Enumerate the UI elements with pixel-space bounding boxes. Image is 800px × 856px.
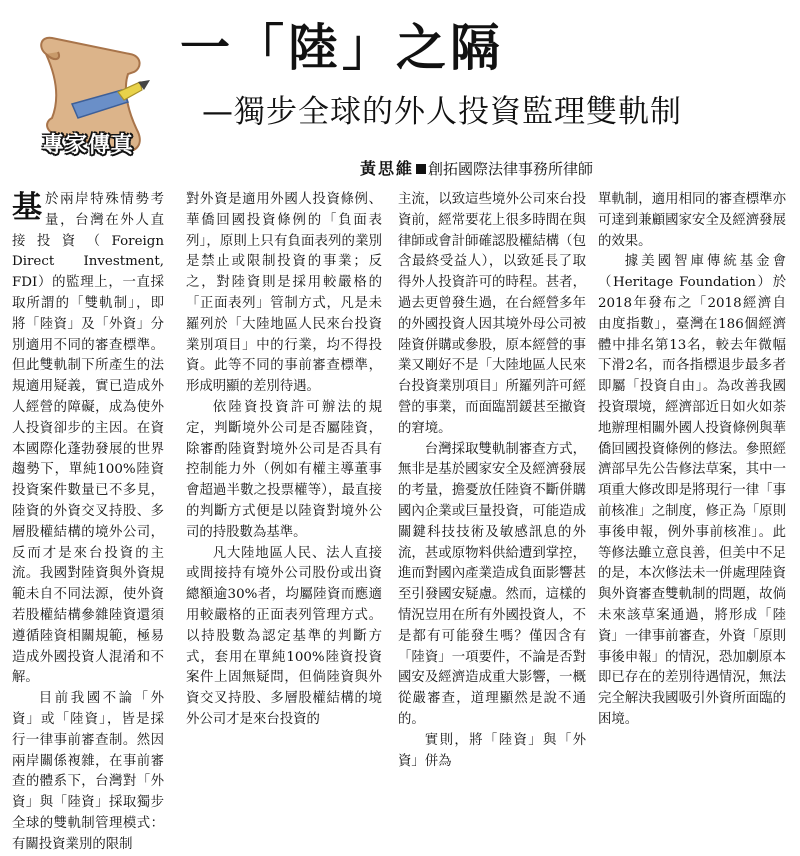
paragraph: 單軌制，適用相同的審查標準亦可達到兼顧國家安全及經濟發展的效果。 [598,192,786,249]
paragraph: 目前我國不論「外資」或「陸資」，皆是採行一律事前審查制。然因兩岸關係複雜，在事前審查的體系下，台灣對「外資」與「陸資」採取獨步全球的雙軌制管理模式：有關投資業別的限制 [12,691,164,852]
byline [360,156,593,179]
article-column-1 [12,190,164,852]
paragraph: 凡大陸地區人民、法人直接或間接持有境外公司股份或出資總額逾30%者，均屬陸資而應適用較嚴格的正面表列管理方式。以持股數為認定基準的判斷方式，套用在單純100%陸資投資案件上固無疑問，但倘陸資與外資交叉持股、多層股權結構的境外公司才是來台投資的 [186,545,382,727]
article-column-2 [186,190,382,727]
paragraph: 據美國智庫傳統基金會（Heritage Foundation）於2018年發布之「2018經濟自由度指數」，臺灣在186個經濟體中排名第13名，較去年微幅下滑2名，而各指標退步最多者即屬「投資自由」。為改善我國投資環境，經濟部近日如火如荼地辦理相關外國人投資條例與華僑回國投資條例的修法。參照經濟部早先公告修法草案，其中一項重大修改即是將現行一律「事前核准」之制度，修正為「原則事後申報，例外事前核准」。此等修法雖立意良善，但美中不足的是，本次修法未一併處理陸資與外資審查雙軌制的問題，故倘未來該草案通過，將形成「陸資」一律事前審查，外資「原則事後申報」的情況，恐加劇原本即已存在的差別待遇情況，無法完全解決我國吸引外資所面臨的困境。 [598,254,786,727]
section-label: 專家傳真 [42,133,135,158]
subheadline: —獨步全球的外人投資監理雙軌制 [202,94,682,130]
article-column-3 [398,190,586,769]
article-column-4 [598,190,786,727]
square-bullet-icon [416,164,426,174]
author-affiliation: 創拓國際法律事務所律師 [428,160,594,178]
paragraph: 對外資是適用外國人投資條例、華僑回國投資條例的「負面表列」，原則上只有負面表列的業別是禁止或限制投資的事業；反之，對陸資則是採用較嚴格的「正面表列」管制方式，凡是未羅列於「大陸地區人民來台投資業別項目」中的行業，均不得投資。此等不同的事前審查標準，形成明顯的差別待遇。 [186,192,382,395]
paragraph: 主流，以致這些境外公司來台投資前，經常要花上很多時間在與律師或會計師確認股權結構（包含最終受益人），以致延長了取得外人投資許可的時程。甚者，過去更曾發生過，在台經營多年的外國投資人因其境外母公司被陸資併購或參股，原本經營的事業又剛好不是「大陸地區人民來台投資業別項目」所羅列許可經營的事業，而面臨罰鍰甚至撤資的窘境。 [398,192,586,436]
paragraph: 依陸資投資許可辦法的規定，判斷境外公司是否屬陸資，除審酌陸資對境外公司是否具有控制能力外（例如有權主導董事會超過半數之投票權等），最直接的判斷方式便是以陸資對境外公司的持股數為基準。 [186,399,382,540]
paragraph: 基於兩岸特殊情勢考量，台灣在外人直接投資（Foreign Direct Investment, FDI）的監理上，一直採取所謂的「雙軌制」，即將「陸資」及「外資」分別適用不同的審查標準。但此雙軌制下所產生的法規適用疑義，實已造成外人經營的障礙，成為使外人投資卻步的主因。在資本國際化蓬勃發展的世界趨勢下，單純100%陸資投資案件數量已不多見，陸資的外資交叉持股、多層股權結構的境外公司，反而才是來台投資的主流。我國對陸資與外資規範未自不同法源，使外資若股權結構參雜陸資還須遵循陸資相關規範，極易造成外國投資人混淆和不解。 [12,190,164,686]
paragraph: 台灣採取雙軌制審查方式，無非是基於國家安全及經濟發展的考量，擔憂放任陸資不斷併購國內企業或巨量投資，可能造成關鍵科技技術及敏感訊息的外流，甚或原物料供給遭到掌控，進而對國內產業造成負面影響甚至引發國安疑慮。然而，這樣的情況豈用在所有外國投資人，不是都有可能發生嗎？僅因含有「陸資」一項要件，不論是否對國安及經濟造成重大影響，一概從嚴審查，道理顯然是說不通的。 [398,441,586,727]
drop-cap: 基 [12,190,42,225]
author-name: 黃思維 [360,159,415,178]
headline: 一「陸」之隔 [180,19,504,77]
paragraph: 實則，將「陸資」與「外資」併為 [398,732,586,769]
